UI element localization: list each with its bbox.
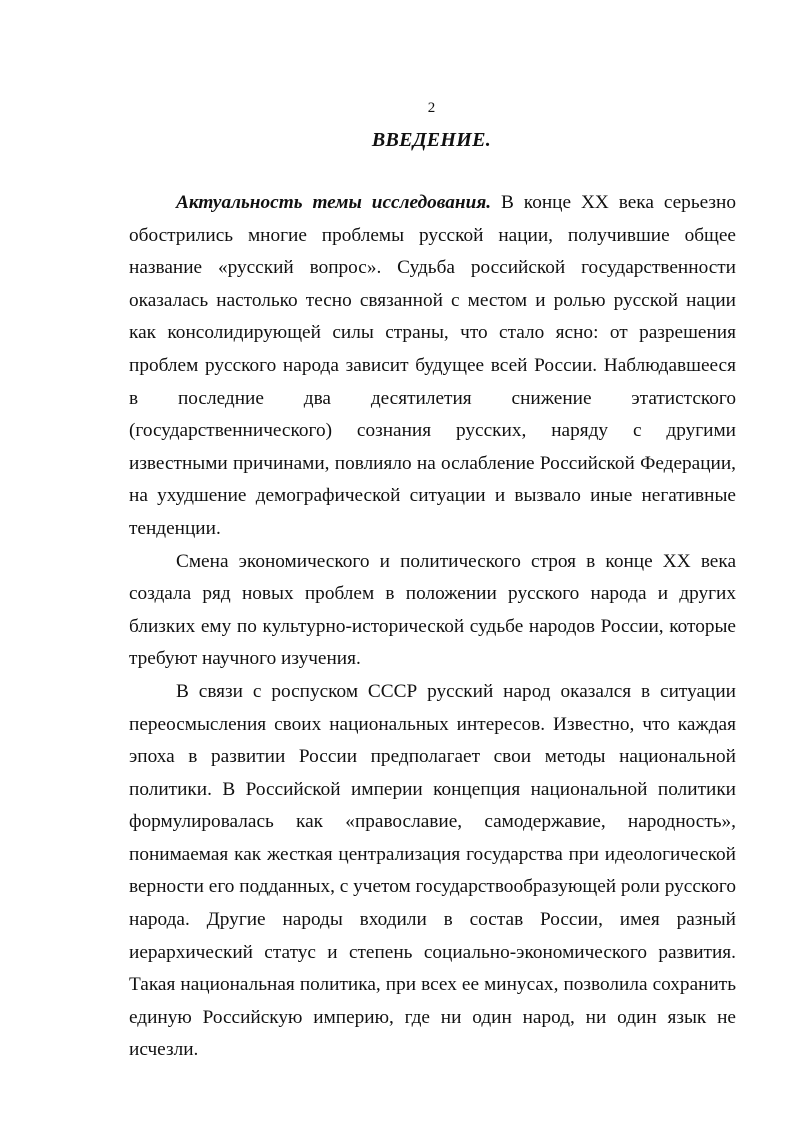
page-number: 2 (427, 100, 436, 116)
paragraph-regime-change: Смена экономического и политического строя в конце XX века создала ряд новых проблем в положении русского народа и других близких ему по культурно-исторической судьбе народов России, которые требуют научного изучения. (129, 550, 736, 670)
document-body (129, 187, 736, 1067)
paragraph-relevance (129, 187, 736, 546)
paragraph-lead: Актуальность темы исследования. (176, 192, 492, 213)
paragraph-text: В конце XX века серьезно обострились многие проблемы русской нации, получившие общее название «русский вопрос». Судьба российской государственности оказалась настолько тесно связанной с местом и ролью русской нации как консолидирующей силы страны, что стало ясно: от разрешения проблем русского народа зависит будущее всей России. Наблюдавшееся в последние два десятилетия снижение этатистского (государственнического) сознания русских, наряду с другими известными причинами, повлияло на ослабление Российской Федерации, на ухудшение демографической ситуации и вызвало иные негативные тенденции. (129, 192, 736, 539)
paragraph-ussr-dissolution: В связи с роспуском СССР русский народ оказался в ситуации переосмысления своих национальных интересов. Известно, что каждая эпоха в развитии России предполагает свои методы национальной политики. В Российской империи концепция национальной политики формулировалась как «православие, самодержавие, народность», понимаемая как жесткая централизация государства при идеологической верности его подданных, с учетом государствообразующей роли русского народа. Другие народы входили в состав России, имея разный иерархический статус и степень социально-экономического развития. Такая национальная политика, при всех ее минусах, позволила сохранить единую Российскую империю, где ни один народ, ни один язык не исчезли. (129, 680, 736, 1061)
section-title: ВВЕДЕНИЕ. (371, 129, 492, 151)
